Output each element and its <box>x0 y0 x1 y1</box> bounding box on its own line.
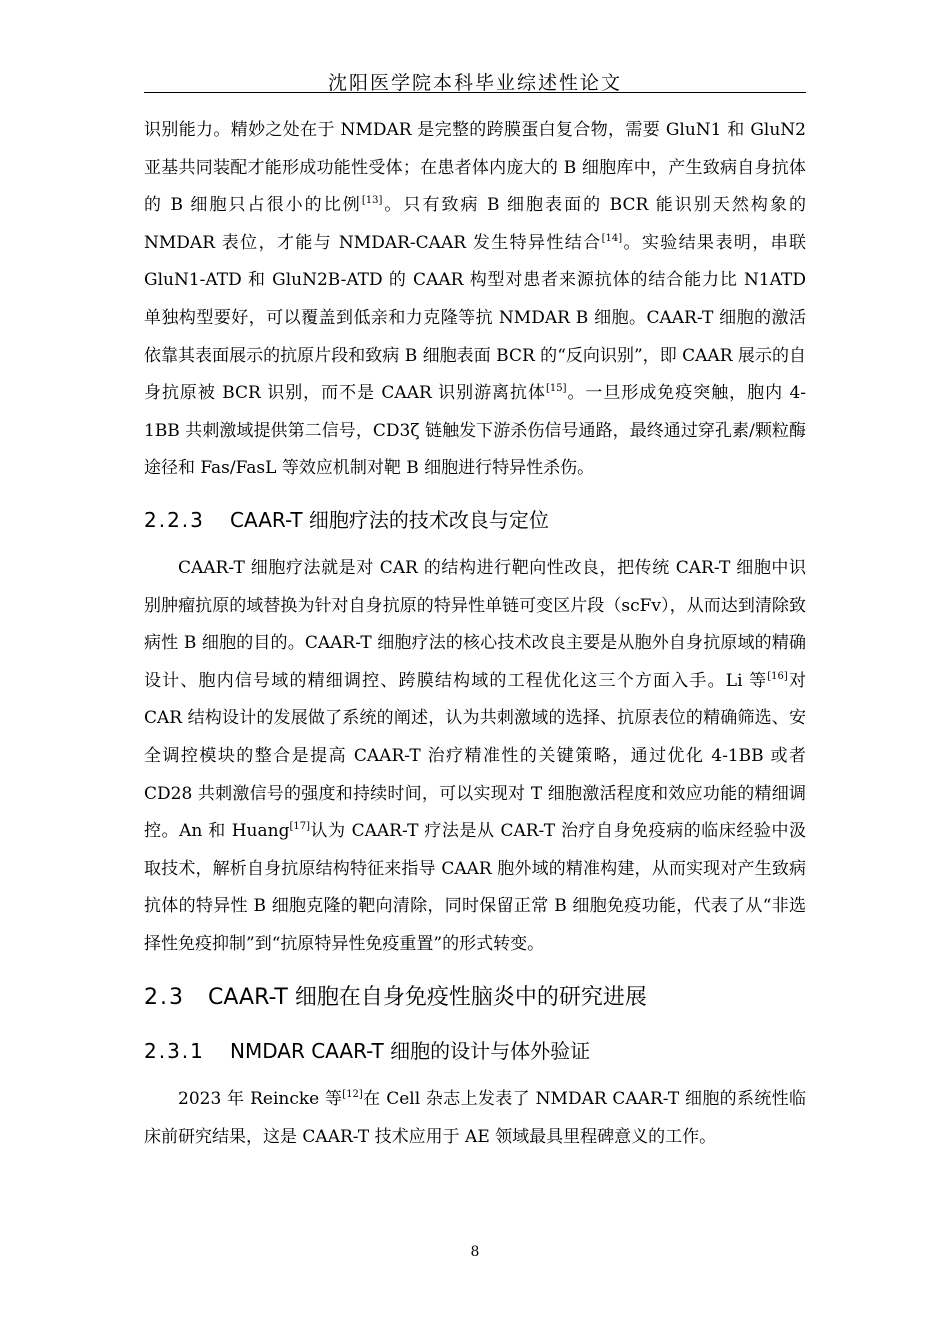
section-title: CAAR-T 细胞在自身免疫性脑炎中的研究进展 <box>208 985 647 1011</box>
section-heading-2-3-1 <box>144 1031 806 1071</box>
citation-ref[interactable]: [16] <box>767 670 788 682</box>
paragraph <box>144 1081 806 1156</box>
section-title: CAAR-T 细胞疗法的技术改良与定位 <box>230 507 549 532</box>
citation-ref[interactable]: [15] <box>545 383 567 395</box>
text-run: 。只有致病 B 细胞表面的 BCR 能识别天然构象的 NMDAR 表位，才能与 NMDAR-CAAR 发生特异性结合 <box>144 195 806 253</box>
text-run: 。实验结果表明，串联 GluN1-ATD 和 GluN2B-ATD 的 CAAR 构型对患者来源抗体的结合能力比 N1ATD 单独构型要好，可以覆盖到低亲和力克隆等抗 NMDAR B 细胞。CAAR-T 细胞的激活依靠其表面展示的抗原片段和致病 B 细胞表面 BCR 的“反向识别”，即 CAAR 展示的自身抗原被 BCR 识别，而不是 CAAR 识别游离抗体 <box>144 232 807 404</box>
section-heading-2-3 <box>144 977 806 1019</box>
text-run: 在 Cell 杂志上发表了 NMDAR CAAR-T 细胞的系统性临床前研究结果，这是 CAAR-T 技术应用于 AE 领域最具里程碑意义的工作。 <box>144 1089 806 1148</box>
paragraph-continued <box>144 112 806 488</box>
section-number: 2.3.1 <box>144 1039 205 1064</box>
citation-ref[interactable]: [17] <box>289 821 311 833</box>
header-rule <box>144 92 806 93</box>
text-run: 对 CAR 结构设计的发展做了系统的阐述，认为共刺激域的选择、抗原表位的精确筛选、安全调控模块的整合是提高 CAAR-T 治疗精准性的关键策略，通过优化 4-1BB 或者 CD28 共刺激信号的强度和持续时间，可以实现对 T 细胞激活程度和效应功能的精细调控。An 和 Huang <box>144 670 806 842</box>
section-number: 2.2.3 <box>144 507 205 532</box>
running-header: 沈阳医学院本科毕业综述性论文 <box>327 72 622 94</box>
text-run: 2023 年 Reincke 等 <box>178 1089 343 1110</box>
section-heading-2-2-3 <box>144 500 806 540</box>
paragraph <box>144 550 806 964</box>
citation-ref[interactable]: [13] <box>361 195 383 207</box>
citation-ref[interactable]: [14] <box>601 232 623 244</box>
citation-ref[interactable]: [12] <box>342 1089 363 1101</box>
page-body <box>144 112 806 1157</box>
text-run: 认为 CAAR-T 疗法是从 CAR-T 治疗自身免疫病的临床经验中汲取技术，解析自身抗原结构特征来指导 CAAR 胞外域的精准构建，从而实现对产生致病抗体的特异性 B 细胞克隆的靶向清除，同时保留正常 B 细胞免疫功能，代表了从“非选择性免疫抑制”到“抗原特异性免疫重置”的形式转变。 <box>144 821 806 954</box>
section-number: 2.3 <box>144 985 185 1011</box>
page-number: 8 <box>470 1244 480 1260</box>
text-run: 。一旦形成免疫突触，胞内 4-1BB 共刺激域提供第二信号，CD3ζ 链触发下游杀伤信号通路，最终通过穿孔素/颗粒酶途径和 Fas/FasL 等效应机制对靶 B 细胞进行特异性杀伤。 <box>144 383 806 479</box>
text-run: 识别能力。精妙之处在于 NMDAR 是完整的跨膜蛋白复合物，需要 GluN1 和 GluN2 亚基共同装配才能形成功能性受体；在患者体内庞大的 B 细胞库中，产生致病自身抗体的 B 细胞只占很小的比例 <box>144 120 806 216</box>
text-run: CAAR-T 细胞疗法就是对 CAR 的结构进行靶向性改良，把传统 CAR-T 细胞中识别肿瘤抗原的域替换为针对自身抗原的特异性单链可变区片段（scFv），从而达到清除致病性 B 细胞的目的。CAAR-T 细胞疗法的核心技术改良主要是从胞外自身抗原域的精确设计、胞内信号域的精细调控、跨膜结构域的工程优化这三个方面入手。Li 等 <box>144 557 806 691</box>
section-title: NMDAR CAAR-T 细胞的设计与体外验证 <box>230 1039 591 1064</box>
